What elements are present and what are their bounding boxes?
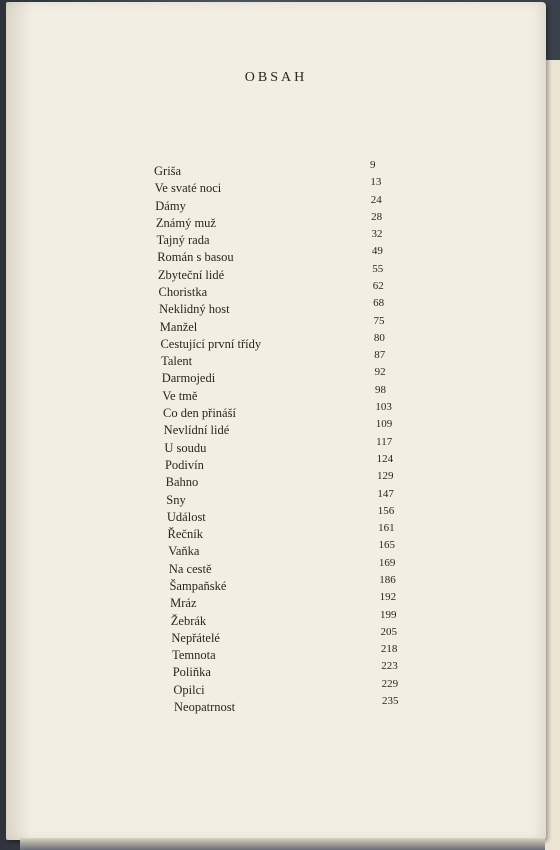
toc-entry-page-number: 186: [379, 573, 396, 586]
toc-entry-page-number: 13: [370, 176, 382, 189]
toc-entry-title: Nevlídní lidé: [163, 423, 230, 438]
toc-entry-title: Šampaňské: [169, 578, 227, 593]
toc-entry-title: Nepřátelé: [171, 630, 220, 645]
toc-entry-title: Řečník: [167, 527, 203, 542]
toc-entry-page-number: 92: [374, 366, 386, 379]
toc-entry-page-number: 87: [374, 349, 386, 362]
toc-entry-title: Opilci: [173, 682, 205, 697]
toc-entry-title: Na cestě: [168, 561, 212, 576]
toc-entry-title: Neopatrnost: [174, 700, 236, 714]
toc-entry-title: Tajný rada: [156, 233, 210, 248]
toc-entry-page-number: 80: [373, 331, 385, 344]
toc-entry-page-number: 124: [376, 452, 394, 465]
toc-entry-title: Temnota: [172, 648, 216, 663]
toc-entry-title: Vaňka: [168, 544, 200, 559]
toc-entry-page-number: 75: [373, 314, 385, 327]
toc-entry-page-number: 49: [371, 245, 383, 258]
toc-entry-page-number: 103: [375, 401, 392, 414]
page-bottom-edge: [20, 838, 545, 850]
toc-entry-page-number: 161: [378, 522, 395, 535]
toc-entry-page-number: 24: [370, 193, 382, 206]
toc-entry-page-number: 223: [381, 660, 398, 673]
toc-entry-title: Ve svaté noci: [154, 181, 222, 196]
toc-entry-title: Cestující první třídy: [160, 336, 262, 351]
toc-entry-title: Neklidný host: [159, 302, 230, 317]
toc-entry-page-number: 205: [380, 625, 397, 638]
toc-entry-page-number: 32: [371, 228, 383, 241]
toc-entry-title: Sny: [166, 492, 186, 507]
toc-entry-page-number: 218: [380, 643, 398, 656]
toc-entry-page-number: 62: [372, 280, 384, 293]
toc-entry-page-number: 165: [378, 539, 395, 552]
toc-entry-page-number: 229: [381, 677, 399, 690]
toc-entry-title: Choristka: [158, 285, 208, 300]
toc-entry-page-number: 28: [371, 210, 383, 223]
toc-entry: [174, 695, 434, 717]
toc-entry-title: Známý muž: [155, 215, 216, 230]
toc-entry-title: Událost: [166, 509, 206, 524]
toc-entry-title: U soudu: [164, 440, 207, 455]
toc-entry-title: Román s basou: [157, 250, 234, 265]
toc-entry-title: Darmojedi: [161, 371, 216, 386]
toc-entry-title: Co den přináší: [163, 406, 236, 421]
toc-entry-title: Ve tmě: [162, 388, 198, 403]
toc-entry-page-number: 235: [382, 695, 399, 707]
toc-entry-title: Podivín: [164, 457, 204, 472]
toc-entry-title: Zbyteční lidé: [157, 267, 225, 282]
toc-entry-title: Talent: [161, 354, 193, 369]
book-page: [6, 2, 546, 840]
toc-entry-page-number: 117: [376, 435, 393, 448]
toc-entry-title: Griša: [154, 164, 182, 178]
toc-entry-page-number: 55: [372, 262, 384, 275]
toc-entry-title: Žebrák: [170, 613, 207, 628]
toc-entry-page-number: 98: [375, 383, 387, 396]
toc-entry-title: Mráz: [170, 596, 197, 611]
toc-entry-page-number: 109: [375, 418, 393, 431]
toc-entry-page-number: 169: [378, 556, 396, 569]
toc-entry-page-number: 68: [373, 297, 385, 310]
toc-entry-page-number: 129: [376, 470, 394, 483]
toc-entry-title: Bahno: [165, 475, 199, 490]
toc-entry-page-number: 147: [377, 487, 394, 500]
page-gutter-shadow: [6, 2, 32, 840]
toc-entry-page-number: 192: [379, 591, 397, 604]
toc-entry-title: Dámy: [155, 198, 186, 213]
toc-entry-title: Manžel: [159, 319, 198, 334]
toc-entry-page-number: 199: [380, 608, 397, 621]
contents-heading: OBSAH: [244, 70, 308, 85]
toc-entry-page-number: 156: [377, 504, 395, 517]
toc-entry-page-number: 9: [370, 159, 376, 171]
toc-entry-title: Poliňka: [172, 665, 211, 680]
